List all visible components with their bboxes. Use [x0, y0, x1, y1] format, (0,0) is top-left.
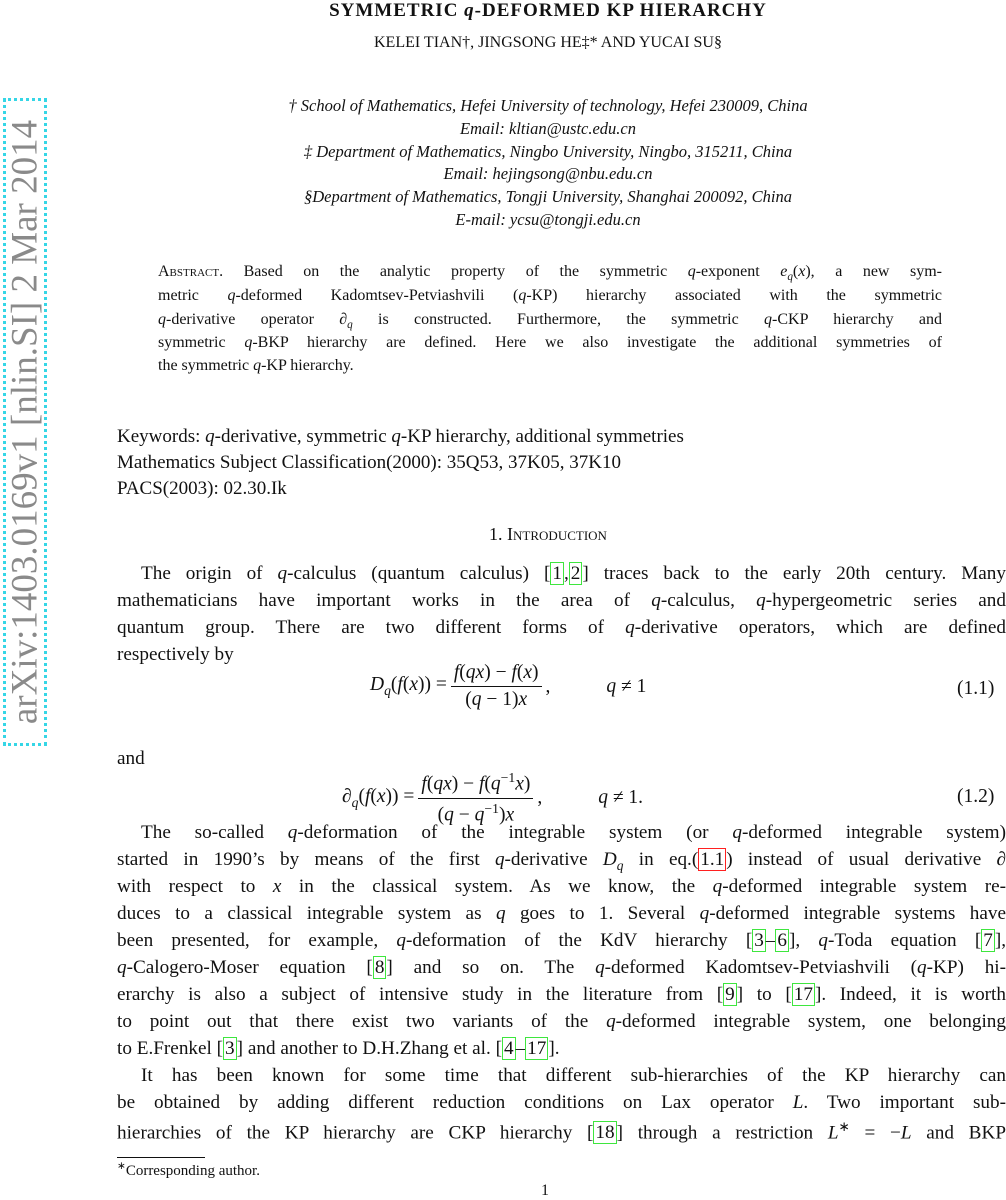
- authors: KELEI TIAN†, JINGSONG HE‡* AND YUCAI SU§: [374, 34, 722, 51]
- citation-link[interactable]: 4: [503, 1038, 514, 1059]
- body-line: The origin of q-calculus (quantum calculus) [ 1 , 2 ] traces back to the early 20th century. Many: [141, 563, 1006, 584]
- abstract-label: Abstract.: [158, 263, 224, 280]
- body-line: duces to a classical integrable system as q goes to 1. Several q-deformed integrable systems have: [117, 903, 1006, 924]
- citation-link[interactable]: 6: [777, 930, 787, 951]
- pacs: PACS(2003): 02.30.Ik: [117, 478, 287, 499]
- arxiv-stamp: arXiv:1403.0169v1 [nlin.SI] 2 Mar 2014: [3, 98, 47, 746]
- citation-link[interactable]: 17: [793, 984, 813, 1005]
- citation-link[interactable]: 9: [725, 984, 735, 1005]
- equation-ref-link[interactable]: 1.1: [700, 849, 725, 870]
- affiliation-email: Email: hejingsong@nbu.edu.cn: [443, 164, 653, 183]
- body-line: quantum group. There are two different forms of q-derivative operators, which are defined: [117, 617, 1006, 638]
- body-line: to E.Frenkel [ 3 ] and another to D.H.Zhang et al. [ 4 – 17 ].: [117, 1038, 560, 1059]
- affiliation: ‡ Department of Mathematics, Ningbo University, Ningbo, 315211, China: [303, 142, 793, 161]
- affiliation-email: Email: kltian@ustc.edu.cn: [459, 119, 636, 138]
- body-line: The so-called q-deformation of the integrable system (or q-deformed integrable system): [141, 822, 1006, 843]
- citation-link[interactable]: 7: [983, 930, 993, 951]
- citation-link[interactable]: 1: [552, 563, 562, 584]
- citation-link[interactable]: 3: [754, 930, 764, 951]
- abstract-line: q-derivative operator $\partial_q$ is constructed. Furthermore, the symmetric q-CKP hierarchy and: [158, 311, 943, 332]
- citation-link[interactable]: 8: [374, 957, 385, 978]
- body-line: respectively by: [117, 644, 234, 665]
- footnote: ∗Corresponding author.: [117, 1161, 260, 1179]
- equation-1-2: $\partial_q(f(x))$ = $\frac{f(qx) - f(q^{-1}x)}{(q - q^{-1})x}$ , q ≠ 1.: [342, 770, 644, 825]
- body-line: hierarchies of the KP hierarchy are CKP hierarchy [ 18 ] through a restriction L∗ = −L and BKP: [117, 1119, 1006, 1144]
- body-line: be obtained by adding different reduction conditions on Lax operator L. Two important sub-: [117, 1092, 1006, 1113]
- footnote-rule: [117, 1157, 205, 1158]
- affiliation-email: E-mail: ycsu@tongji.edu.cn: [455, 210, 641, 229]
- citation-link[interactable]: 17: [527, 1038, 547, 1059]
- page-number: 1: [541, 1182, 549, 1199]
- abstract-line: metric q-deformed Kadomtsev-Petviashvili (q-KP) hierarchy associated with the symmetric: [158, 287, 943, 304]
- body-line: It has been known for some time that different sub-hierarchies of the KP hierarchy can: [141, 1065, 1006, 1086]
- citation-link[interactable]: 2: [570, 563, 581, 584]
- body-line: and: [117, 748, 145, 769]
- msc-classification: Mathematics Subject Classification(2000): 35Q53, 37K05, 37K10: [117, 452, 621, 473]
- body-line: mathematicians have important works in the area of q-calculus, q-hypergeometric series and: [117, 590, 1006, 611]
- abstract-line: symmetric q-BKP hierarchy are defined. Here we also investigate the additional symmetries of: [158, 334, 942, 351]
- fraction: $\frac{f(qx) - f(x)}{(q - 1)x}$: [451, 662, 542, 711]
- affiliation: §Department of Mathematics, Tongji University, Shanghai 200092, China: [304, 187, 792, 206]
- abstract-line: Abstract. Based on the analytic property of the symmetric q-exponent $e_q(x)$, a new sym-: [158, 263, 942, 284]
- fraction: $\frac{f(qx) - f(q^{-1}x)}{(q - q^{-1})x}$: [418, 770, 533, 826]
- body-line: q-Calogero-Moser equation [ 8 ] and so on. The q-deformed Kadomtsev-Petviashvili (q-KP) hi-: [117, 957, 1006, 978]
- equation-1-1: $D_q(f(x))$ = $\frac{f(qx) - f(x)}{(q - 1)x}$ , q ≠ 1: [370, 662, 647, 710]
- body-line: with respect to x in the classical system. As we know, the q-deformed integrable system re-: [117, 876, 1006, 897]
- keywords: Keywords: q-derivative, symmetric q-KP hierarchy, additional symmetries: [117, 426, 684, 447]
- section-heading: 1. Introduction: [489, 524, 607, 544]
- paper-title: SYMMETRIC q-DEFORMED KP HIERARCHY: [329, 0, 767, 21]
- body-line: to point out that there exist two variants of the q-deformed integrable system, one belonging: [117, 1011, 1006, 1032]
- equation-number: (1.1): [957, 678, 995, 699]
- body-line: erarchy is also a subject of intensive study in the literature from [ 9 ] to [ 17 ]. Indeed, it is worth: [117, 984, 1006, 1005]
- body-line: started in 1990’s by means of the first q-derivative $D_q$ in eq.( 1.1 ) instead of usual derivative ∂: [117, 849, 1006, 873]
- citation-link[interactable]: 18: [595, 1122, 615, 1144]
- affiliation: † School of Mathematics, Hefei University of technology, Hefei 230009, China: [288, 96, 808, 115]
- body-line: been presented, for example, q-deformation of the KdV hierarchy [ 3 – 6 ], q-Toda equation [ 7 ],: [117, 930, 1006, 951]
- abstract-line: the symmetric q-KP hierarchy.: [158, 357, 354, 374]
- citation-link[interactable]: 3: [225, 1038, 235, 1059]
- equation-number: (1.2): [957, 786, 995, 807]
